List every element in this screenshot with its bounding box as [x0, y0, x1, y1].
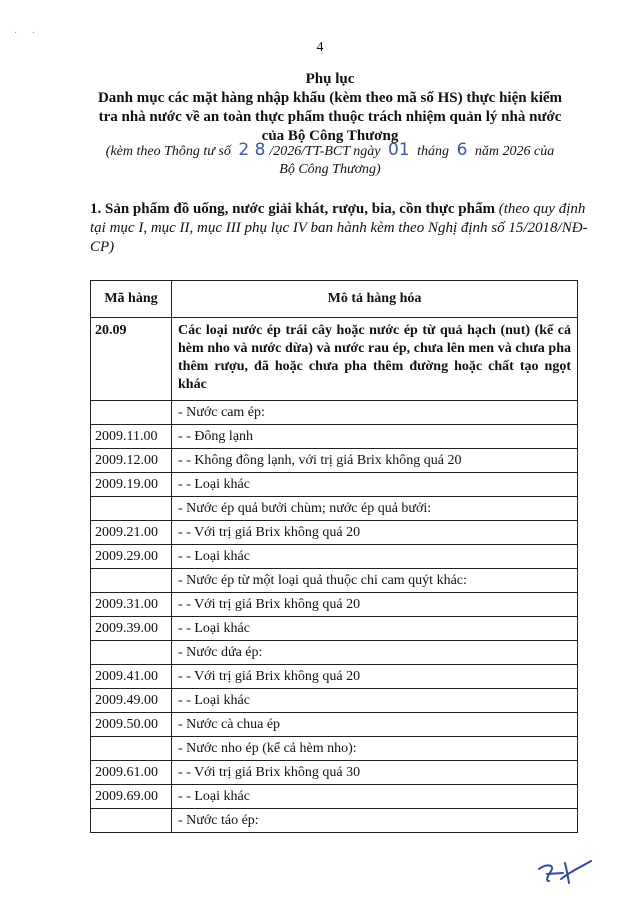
table-row: [91, 689, 578, 713]
cell-description: Các loại nước ép trái cây hoặc nước ép từ quả hạch (nut) (kể cả hèm nho và nước dừa) và nước rau ép, chưa lên men và chưa pha thêm rượu, đã hoặc chưa pha thêm đường hoặc chất tạo ngọt khác: [172, 318, 578, 401]
table-row: [91, 425, 578, 449]
cell-code: [91, 401, 172, 425]
cell-description: - - Loại khác: [172, 785, 578, 809]
cell-code: 2009.12.00: [91, 449, 172, 473]
handwritten-circular-number: 2 8: [238, 140, 266, 160]
cell-code: 2009.19.00: [91, 473, 172, 497]
cell-description: - - Loại khác: [172, 617, 578, 641]
handwritten-month: 6: [456, 140, 468, 160]
handwritten-day: 01: [388, 140, 410, 160]
table-row: [91, 761, 578, 785]
table-row-heading-code: [91, 318, 578, 401]
cell-code: 2009.49.00: [91, 689, 172, 713]
cell-code: [91, 809, 172, 833]
header-description: Mô tả hàng hóa: [172, 281, 578, 318]
note-line-2: Bộ Công Thương): [279, 162, 381, 177]
page-number: 4: [316, 40, 324, 55]
note-suffix: năm 2026 của: [474, 144, 555, 159]
cell-description: - Nước ép quả bưởi chùm; nước ép quả bưởi:: [172, 497, 578, 521]
table-row: [91, 401, 578, 425]
cell-code: 2009.41.00: [91, 665, 172, 689]
section-title-italic: (theo quy định tại mục I, mục II, mục III phụ lục IV ban hành kèm theo Nghị định số 15/2018/NĐ-CP): [90, 201, 588, 255]
table-row: [91, 641, 578, 665]
cell-description: - Nước cam ép:: [172, 401, 578, 425]
cell-code: [91, 497, 172, 521]
cell-description: - Nước cà chua ép: [172, 713, 578, 737]
appendix-title-line-2: tra nhà nước về an toàn thực phẩm thuộc trách nhiệm quản lý nhà nước: [98, 109, 562, 125]
handwritten-initials: [535, 857, 595, 887]
appendix-heading: [80, 70, 580, 146]
cell-code: 2009.39.00: [91, 617, 172, 641]
scan-speck: · ·: [14, 28, 42, 39]
cell-code: 2009.31.00: [91, 593, 172, 617]
cell-description: - - Với trị giá Brix không quá 20: [172, 521, 578, 545]
cell-description: - Nước dứa ép:: [172, 641, 578, 665]
cell-description: - - Loại khác: [172, 689, 578, 713]
cell-code: 2009.69.00: [91, 785, 172, 809]
cell-code: [91, 737, 172, 761]
table-row: [91, 449, 578, 473]
cell-description: - - Với trị giá Brix không quá 20: [172, 593, 578, 617]
table-row: [91, 545, 578, 569]
table-row: [91, 737, 578, 761]
cell-code: [91, 569, 172, 593]
section-title-bold: 1. Sản phẩm đồ uống, nước giải khát, rượu, bia, cồn thực phẩm: [90, 201, 495, 217]
cell-description: - - Đông lạnh: [172, 425, 578, 449]
cell-code: 2009.11.00: [91, 425, 172, 449]
cell-code: 2009.50.00: [91, 713, 172, 737]
cell-description: - - Loại khác: [172, 545, 578, 569]
cell-code: [91, 641, 172, 665]
cell-description: - Nước nho ép (kể cả hèm nho):: [172, 737, 578, 761]
circular-reference-note: [80, 141, 580, 179]
cell-description: - - Với trị giá Brix không quá 20: [172, 665, 578, 689]
table-row: [91, 473, 578, 497]
table-row: [91, 497, 578, 521]
table-header-row: [91, 281, 578, 318]
table-row: [91, 617, 578, 641]
note-middle: /2026/TT-BCT ngày: [269, 144, 381, 159]
table-row: [91, 785, 578, 809]
section-title: [90, 200, 590, 257]
cell-code: 20.09: [91, 318, 172, 401]
cell-description: - - Với trị giá Brix không quá 30: [172, 761, 578, 785]
table-row: [91, 713, 578, 737]
cell-description: - Nước táo ép:: [172, 809, 578, 833]
table-row: [91, 665, 578, 689]
header-code: Mã hàng: [91, 281, 172, 318]
table-row: [91, 521, 578, 545]
table-row: [91, 569, 578, 593]
table-row: [91, 593, 578, 617]
cell-code: 2009.61.00: [91, 761, 172, 785]
table-row: [91, 809, 578, 833]
appendix-title-line-1: Danh mục các mặt hàng nhập khẩu (kèm theo mã số HS) thực hiện kiểm: [97, 90, 563, 106]
cell-description: - Nước ép từ một loại quả thuộc chi cam quýt khác:: [172, 569, 578, 593]
appendix-title: Phụ lục: [305, 71, 355, 87]
appendix-title-line-3: của Bộ Công Thương: [261, 128, 399, 144]
note-month-label: tháng: [417, 144, 450, 159]
cell-description: - - Loại khác: [172, 473, 578, 497]
cell-code: 2009.21.00: [91, 521, 172, 545]
cell-code: 2009.29.00: [91, 545, 172, 569]
note-prefix: (kèm theo Thông tư số: [105, 144, 231, 159]
cell-description: - - Không đông lạnh, với trị giá Brix không quá 20: [172, 449, 578, 473]
goods-table: [90, 280, 578, 833]
